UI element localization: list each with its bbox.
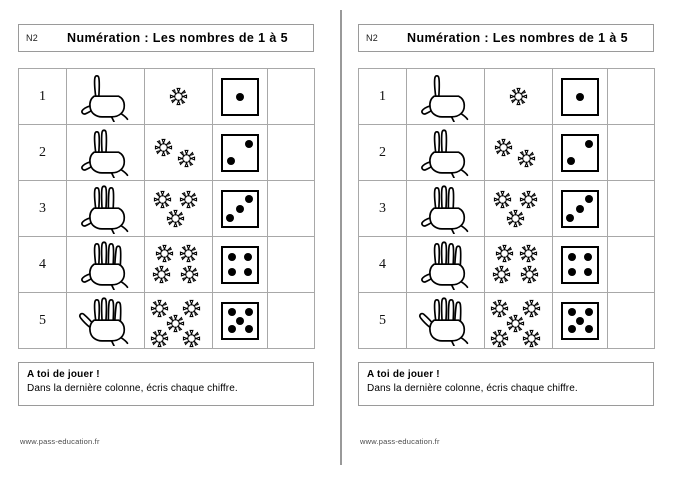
answer-cell[interactable]: [268, 293, 315, 349]
sun-icon: [150, 329, 169, 348]
instruction-title: A toi de jouer !: [27, 369, 100, 380]
instruction-title: A toi de jouer !: [367, 369, 440, 380]
number-cell: 2: [19, 125, 67, 181]
die-pip: [576, 93, 584, 101]
number-cell: 2: [359, 125, 407, 181]
sun-icon: [492, 265, 511, 284]
hand-cell: [407, 237, 485, 293]
hand-cell: [67, 237, 145, 293]
table-row: [359, 237, 655, 293]
number-cell: 3: [19, 181, 67, 237]
die-pip: [568, 325, 576, 333]
die-pip: [245, 325, 253, 333]
die-face-5: [561, 302, 599, 340]
hand-five-fingers: [75, 296, 137, 346]
sun-icon: [177, 149, 196, 168]
die-face-3: [561, 190, 599, 228]
hand-three-fingers: [415, 184, 477, 234]
die-pip: [228, 268, 236, 276]
answer-cell[interactable]: [268, 237, 315, 293]
answer-cell[interactable]: [608, 181, 655, 237]
hand-two-fingers: [75, 128, 137, 178]
sun-icon: [153, 190, 172, 209]
footer-url: www.pass-education.fr: [20, 437, 100, 446]
suns-cell: [485, 181, 553, 237]
die-pip: [244, 253, 252, 261]
dice-cell: [553, 237, 608, 293]
dice-cell: [553, 125, 608, 181]
numbers-table-body: [359, 69, 655, 349]
dice-cell: [213, 125, 268, 181]
footer-url: www.pass-education.fr: [360, 437, 440, 446]
die-pip: [236, 205, 244, 213]
suns-group: [147, 295, 211, 347]
number-cell: 4: [359, 237, 407, 293]
sun-icon: [155, 244, 174, 263]
answer-cell[interactable]: [268, 125, 315, 181]
dice-cell: [213, 69, 268, 125]
number-cell: 5: [19, 293, 67, 349]
sun-icon: [517, 149, 536, 168]
table-row: [19, 69, 315, 125]
die-face-1: [221, 78, 259, 116]
die-pip: [568, 253, 576, 261]
suns-group: [147, 183, 211, 235]
hand-one-finger: [415, 72, 477, 122]
hand-cell: [407, 181, 485, 237]
die-pip: [585, 140, 593, 148]
die-pip: [245, 308, 253, 316]
suns-cell: [145, 125, 213, 181]
instruction-text: Dans la dernière colonne, écris chaque chiffre.: [367, 383, 578, 394]
number-cell: 1: [359, 69, 407, 125]
hand-cell: [407, 125, 485, 181]
header-code-label: N2: [26, 33, 39, 43]
table-row: [19, 125, 315, 181]
table-row: [19, 181, 315, 237]
numbers-table-body: [19, 69, 315, 349]
dice-cell: [553, 293, 608, 349]
die-pip: [585, 308, 593, 316]
die-pip: [567, 157, 575, 165]
suns-cell: [145, 293, 213, 349]
sun-icon: [179, 244, 198, 263]
suns-cell: [145, 69, 213, 125]
table-row: [19, 237, 315, 293]
dice-cell: [553, 181, 608, 237]
die-face-3: [221, 190, 259, 228]
answer-cell[interactable]: [608, 69, 655, 125]
suns-cell: [485, 125, 553, 181]
hand-one-finger: [75, 72, 137, 122]
page-title: Numération : Les nombres de 1 à 5: [407, 31, 628, 45]
answer-cell[interactable]: [608, 293, 655, 349]
sun-icon: [182, 329, 201, 348]
die-pip: [244, 268, 252, 276]
sun-icon: [519, 244, 538, 263]
hand-three-fingers: [75, 184, 137, 234]
die-pip: [245, 195, 253, 203]
hand-cell: [407, 293, 485, 349]
table-row: [359, 125, 655, 181]
die-face-4: [221, 246, 259, 284]
suns-group: [487, 71, 551, 123]
suns-cell: [485, 69, 553, 125]
die-pip: [227, 157, 235, 165]
table-row: [19, 293, 315, 349]
sun-icon: [490, 329, 509, 348]
die-pip: [566, 214, 574, 222]
hand-cell: [67, 181, 145, 237]
sun-icon: [519, 190, 538, 209]
die-pip: [585, 195, 593, 203]
instruction-box: [358, 362, 654, 406]
die-pip: [245, 140, 253, 148]
suns-group: [147, 71, 211, 123]
sun-icon: [152, 265, 171, 284]
sun-icon: [154, 138, 173, 157]
numbers-table: [358, 68, 655, 349]
die-face-2: [221, 134, 259, 172]
dice-cell: [213, 293, 268, 349]
die-pip: [576, 317, 584, 325]
sun-icon: [169, 87, 188, 106]
die-pip: [584, 268, 592, 276]
hand-two-fingers: [415, 128, 477, 178]
table-row: [359, 181, 655, 237]
die-face-4: [561, 246, 599, 284]
hand-cell: [407, 69, 485, 125]
header-code-label: N2: [366, 33, 379, 43]
sun-icon: [494, 138, 513, 157]
dice-cell: [553, 69, 608, 125]
header-box: [358, 24, 654, 52]
instruction-text: Dans la dernière colonne, écris chaque chiffre.: [27, 383, 238, 394]
sun-icon: [520, 265, 539, 284]
die-face-2: [561, 134, 599, 172]
suns-group: [487, 183, 551, 235]
dice-cell: [213, 237, 268, 293]
suns-cell: [485, 293, 553, 349]
die-pip: [236, 93, 244, 101]
sun-icon: [166, 209, 185, 228]
answer-cell[interactable]: [268, 181, 315, 237]
dice-cell: [213, 181, 268, 237]
sun-icon: [506, 209, 525, 228]
hand-five-fingers: [415, 296, 477, 346]
answer-cell[interactable]: [268, 69, 315, 125]
suns-group: [147, 239, 211, 291]
number-cell: 3: [359, 181, 407, 237]
sun-icon: [522, 329, 541, 348]
suns-cell: [145, 181, 213, 237]
answer-cell[interactable]: [608, 125, 655, 181]
die-pip: [584, 253, 592, 261]
die-pip: [568, 268, 576, 276]
sun-icon: [493, 190, 512, 209]
hand-cell: [67, 293, 145, 349]
hand-cell: [67, 69, 145, 125]
die-pip: [226, 214, 234, 222]
number-cell: 5: [359, 293, 407, 349]
page-title: Numération : Les nombres de 1 à 5: [67, 31, 288, 45]
table-row: [359, 293, 655, 349]
die-pip: [585, 325, 593, 333]
number-cell: 4: [19, 237, 67, 293]
numbers-table: [18, 68, 315, 349]
sun-icon: [179, 190, 198, 209]
hand-cell: [67, 125, 145, 181]
suns-cell: [485, 237, 553, 293]
die-face-5: [221, 302, 259, 340]
header-box: [18, 24, 314, 52]
number-cell: 1: [19, 69, 67, 125]
die-pip: [568, 308, 576, 316]
suns-group: [487, 127, 551, 179]
die-pip: [576, 205, 584, 213]
hand-four-fingers: [75, 240, 137, 290]
worksheet-panel-right: [340, 0, 680, 480]
sun-icon: [180, 265, 199, 284]
answer-cell[interactable]: [608, 237, 655, 293]
die-pip: [228, 308, 236, 316]
die-pip: [228, 325, 236, 333]
suns-cell: [145, 237, 213, 293]
die-face-1: [561, 78, 599, 116]
suns-group: [487, 295, 551, 347]
die-pip: [228, 253, 236, 261]
hand-four-fingers: [415, 240, 477, 290]
sun-icon: [509, 87, 528, 106]
instruction-box: [18, 362, 314, 406]
suns-group: [487, 239, 551, 291]
table-row: [359, 69, 655, 125]
die-pip: [236, 317, 244, 325]
suns-group: [147, 127, 211, 179]
sun-icon: [495, 244, 514, 263]
